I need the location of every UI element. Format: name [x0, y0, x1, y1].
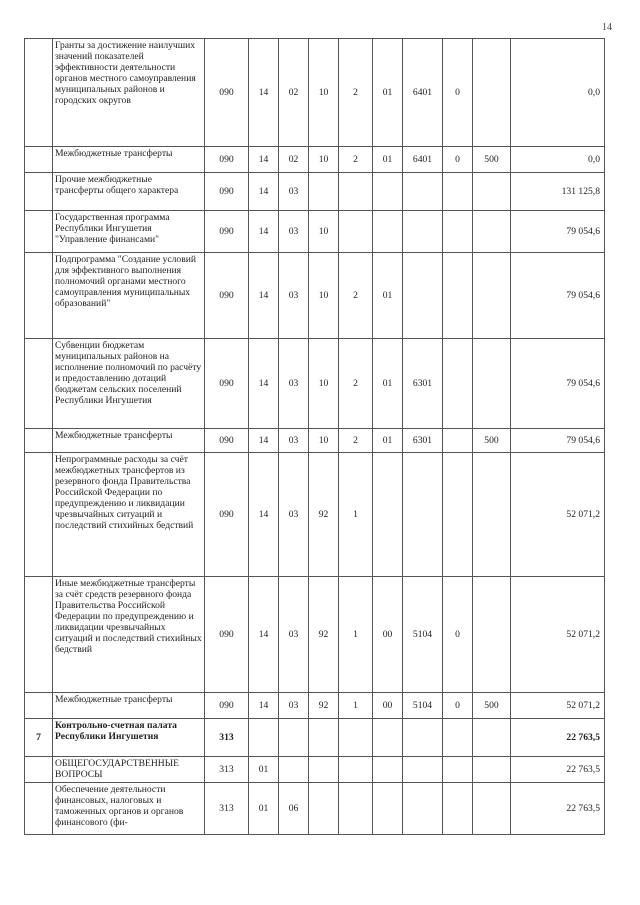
table-row: [25, 783, 605, 835]
direction-code-cell: [403, 719, 443, 757]
subsection-code-cell: 03: [279, 211, 309, 253]
table-row: [25, 719, 605, 757]
section-code-cell: 14: [249, 253, 279, 339]
amount-cell: 79 054,6: [511, 253, 605, 339]
admin-code-cell: 313: [205, 757, 249, 783]
subprogram-code-cell: 2: [339, 147, 373, 173]
extra-code-cell: 0: [443, 577, 473, 693]
event-code-cell: 01: [373, 339, 403, 429]
direction-code-cell: [403, 757, 443, 783]
row-number-cell: [25, 453, 53, 577]
subsection-code-cell: 03: [279, 253, 309, 339]
event-code-cell: 00: [373, 693, 403, 719]
table-row: [25, 211, 605, 253]
program-code-cell: [309, 719, 339, 757]
admin-code-cell: 090: [205, 211, 249, 253]
amount-cell: 52 071,2: [511, 453, 605, 577]
extra-code-cell: [443, 211, 473, 253]
admin-code-cell: 090: [205, 693, 249, 719]
subsection-code-cell: 03: [279, 577, 309, 693]
item-name-cell: Межбюджетные трансферты: [53, 429, 205, 453]
section-code-cell: 14: [249, 693, 279, 719]
item-name-cell: Обеспечение деятельности финансовых, налоговых и таможенных органов и органов финансового (фи-: [53, 783, 205, 835]
event-code-cell: [373, 719, 403, 757]
program-code-cell: 92: [309, 577, 339, 693]
direction-code-cell: 6401: [403, 147, 443, 173]
program-code-cell: [309, 173, 339, 211]
expense-type-code-cell: [473, 577, 511, 693]
table-row: [25, 339, 605, 429]
section-code-cell: 14: [249, 453, 279, 577]
extra-code-cell: 0: [443, 147, 473, 173]
direction-code-cell: [403, 783, 443, 835]
extra-code-cell: [443, 453, 473, 577]
amount-cell: 22 763,5: [511, 757, 605, 783]
direction-code-cell: 5104: [403, 577, 443, 693]
direction-code-cell: 5104: [403, 693, 443, 719]
item-name-cell: Гранты за достижение наилучших значений показателей эффективности деятельности органов местного самоуправления муниципальных районов и городских округов: [53, 39, 205, 147]
amount-cell: 22 763,5: [511, 783, 605, 835]
event-code-cell: 01: [373, 253, 403, 339]
expense-type-code-cell: [473, 39, 511, 147]
program-code-cell: 10: [309, 339, 339, 429]
extra-code-cell: [443, 757, 473, 783]
admin-code-cell: 313: [205, 783, 249, 835]
direction-code-cell: 6301: [403, 339, 443, 429]
expense-type-code-cell: [473, 783, 511, 835]
admin-code-cell: 090: [205, 253, 249, 339]
amount-cell: 52 071,2: [511, 577, 605, 693]
direction-code-cell: [403, 453, 443, 577]
table-row: [25, 577, 605, 693]
subprogram-code-cell: 2: [339, 253, 373, 339]
direction-code-cell: [403, 211, 443, 253]
event-code-cell: 01: [373, 429, 403, 453]
subprogram-code-cell: 2: [339, 339, 373, 429]
item-name-cell: Непрограммные расходы за счёт межбюджетных трансфертов из резервного фонда Правительства Российской Федерации по предупреждению и ликвидации чрезвычайных ситуаций и последствий стихийных бедствий: [53, 453, 205, 577]
event-code-cell: [373, 783, 403, 835]
item-name-cell: Прочие межбюджетные трансферты общего характера: [53, 173, 205, 211]
expense-type-code-cell: [473, 173, 511, 211]
extra-code-cell: 0: [443, 693, 473, 719]
expense-type-code-cell: [473, 339, 511, 429]
section-code-cell: 14: [249, 577, 279, 693]
row-number-cell: [25, 429, 53, 453]
table-row: [25, 173, 605, 211]
extra-code-cell: [443, 719, 473, 757]
event-code-cell: 00: [373, 577, 403, 693]
expense-type-code-cell: [473, 253, 511, 339]
direction-code-cell: 6301: [403, 429, 443, 453]
subsection-code-cell: 02: [279, 147, 309, 173]
row-number-cell: [25, 693, 53, 719]
subsection-code-cell: 03: [279, 693, 309, 719]
admin-code-cell: 313: [205, 719, 249, 757]
extra-code-cell: 0: [443, 39, 473, 147]
subprogram-code-cell: 2: [339, 39, 373, 147]
table-row: [25, 253, 605, 339]
direction-code-cell: [403, 253, 443, 339]
table-row: [25, 429, 605, 453]
expense-type-code-cell: [473, 211, 511, 253]
admin-code-cell: 090: [205, 453, 249, 577]
row-number-cell: [25, 211, 53, 253]
program-code-cell: 10: [309, 211, 339, 253]
admin-code-cell: 090: [205, 173, 249, 211]
row-number-cell: 7: [25, 719, 53, 757]
amount-cell: 0,0: [511, 39, 605, 147]
direction-code-cell: [403, 173, 443, 211]
subsection-code-cell: 03: [279, 429, 309, 453]
subprogram-code-cell: [339, 757, 373, 783]
section-code-cell: 14: [249, 339, 279, 429]
amount-cell: 22 763,5: [511, 719, 605, 757]
expense-type-code-cell: [473, 719, 511, 757]
amount-cell: 79 054,6: [511, 429, 605, 453]
subprogram-code-cell: [339, 783, 373, 835]
table-row: [25, 757, 605, 783]
table-row: [25, 147, 605, 173]
extra-code-cell: [443, 783, 473, 835]
row-number-cell: [25, 577, 53, 693]
subsection-code-cell: 03: [279, 173, 309, 211]
row-number-cell: [25, 757, 53, 783]
section-code-cell: 01: [249, 783, 279, 835]
subsection-code-cell: 03: [279, 453, 309, 577]
admin-code-cell: 090: [205, 429, 249, 453]
program-code-cell: 10: [309, 39, 339, 147]
event-code-cell: [373, 757, 403, 783]
event-code-cell: [373, 211, 403, 253]
item-name-cell: ОБЩЕГОСУДАРСТВЕННЫЕ ВОПРОСЫ: [53, 757, 205, 783]
row-number-cell: [25, 173, 53, 211]
event-code-cell: [373, 453, 403, 577]
program-code-cell: [309, 757, 339, 783]
page-number: 14: [602, 22, 612, 33]
event-code-cell: 01: [373, 147, 403, 173]
admin-code-cell: 090: [205, 147, 249, 173]
section-code-cell: [249, 719, 279, 757]
program-code-cell: 10: [309, 429, 339, 453]
table-row: [25, 453, 605, 577]
section-code-cell: 14: [249, 147, 279, 173]
expense-type-code-cell: 500: [473, 693, 511, 719]
program-code-cell: 10: [309, 253, 339, 339]
program-code-cell: 92: [309, 693, 339, 719]
row-number-cell: [25, 783, 53, 835]
section-code-cell: 14: [249, 173, 279, 211]
subsection-code-cell: 02: [279, 39, 309, 147]
admin-code-cell: 090: [205, 39, 249, 147]
row-number-cell: [25, 339, 53, 429]
subprogram-code-cell: [339, 211, 373, 253]
section-code-cell: 14: [249, 39, 279, 147]
extra-code-cell: [443, 339, 473, 429]
event-code-cell: [373, 173, 403, 211]
item-name-cell: Межбюджетные трансферты: [53, 147, 205, 173]
budget-table: [24, 38, 605, 835]
section-code-cell: 14: [249, 429, 279, 453]
subprogram-code-cell: 1: [339, 577, 373, 693]
subprogram-code-cell: [339, 719, 373, 757]
table-row: [25, 39, 605, 147]
item-name-cell: Иные межбюджетные трансферты за счёт средств резервного фонда Правительства Российской Федерации по предупреждению и ликвидации чрезвычайных ситуаций и последствий стихийных бедствий: [53, 577, 205, 693]
row-number-cell: [25, 253, 53, 339]
amount-cell: 131 125,8: [511, 173, 605, 211]
row-number-cell: [25, 39, 53, 147]
direction-code-cell: 6401: [403, 39, 443, 147]
subsection-code-cell: 03: [279, 339, 309, 429]
extra-code-cell: [443, 429, 473, 453]
program-code-cell: [309, 783, 339, 835]
expense-type-code-cell: [473, 453, 511, 577]
amount-cell: 0,0: [511, 147, 605, 173]
admin-code-cell: 090: [205, 339, 249, 429]
amount-cell: 52 071,2: [511, 693, 605, 719]
amount-cell: 79 054,6: [511, 339, 605, 429]
item-name-cell: Подпрограмма "Создание условий для эффективного выполнения полномочий органами местного самоуправления муниципальных образований": [53, 253, 205, 339]
event-code-cell: 01: [373, 39, 403, 147]
item-name-cell: Контрольно-счетная палата Республики Ингушетия: [53, 719, 205, 757]
extra-code-cell: [443, 173, 473, 211]
amount-cell: 79 054,6: [511, 211, 605, 253]
subprogram-code-cell: 1: [339, 453, 373, 577]
section-code-cell: 14: [249, 211, 279, 253]
row-number-cell: [25, 147, 53, 173]
item-name-cell: Межбюджетные трансферты: [53, 693, 205, 719]
subsection-code-cell: [279, 757, 309, 783]
item-name-cell: Субвенции бюджетам муниципальных районов на исполнение полномочий по расчёту и предоставлению дотаций бюджетам сельских поселений Республики Ингушетия: [53, 339, 205, 429]
admin-code-cell: 090: [205, 577, 249, 693]
program-code-cell: 10: [309, 147, 339, 173]
extra-code-cell: [443, 253, 473, 339]
subsection-code-cell: 06: [279, 783, 309, 835]
expense-type-code-cell: 500: [473, 147, 511, 173]
expense-type-code-cell: 500: [473, 429, 511, 453]
subprogram-code-cell: 1: [339, 693, 373, 719]
expense-type-code-cell: [473, 757, 511, 783]
table-row: [25, 693, 605, 719]
section-code-cell: 01: [249, 757, 279, 783]
subsection-code-cell: [279, 719, 309, 757]
subprogram-code-cell: [339, 173, 373, 211]
program-code-cell: 92: [309, 453, 339, 577]
subprogram-code-cell: 2: [339, 429, 373, 453]
item-name-cell: Государственная программа Республики Ингушетия "Управление финансами": [53, 211, 205, 253]
